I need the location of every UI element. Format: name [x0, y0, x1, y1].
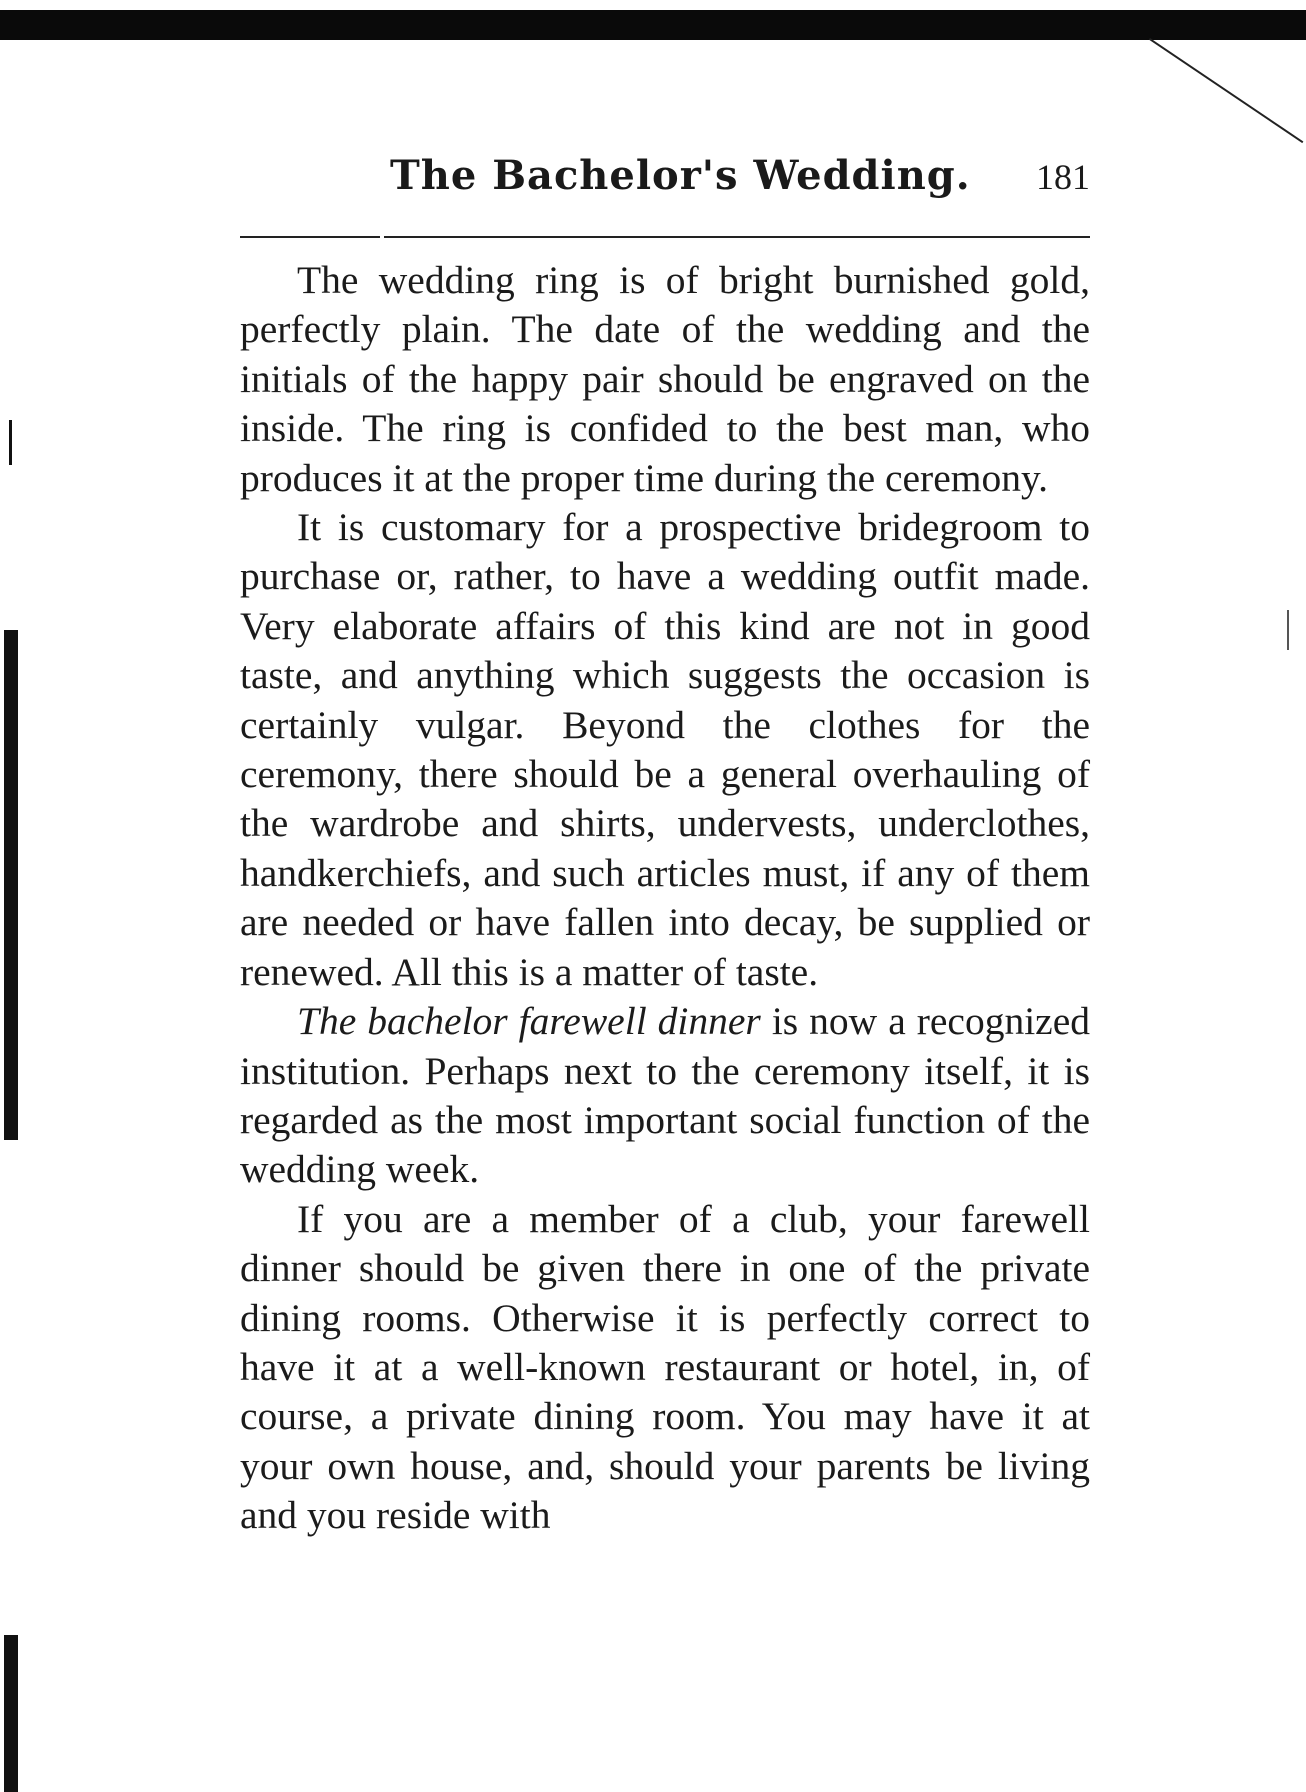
scan-top-edge — [0, 10, 1306, 40]
header-rule — [240, 236, 1090, 238]
paragraph-farewell-dinner-text: is now a recognized institution. Perhaps next to the ceremony itself, it is regarded as the most important social function of the wedding week. — [240, 999, 1090, 1192]
scan-left-edge-lower — [4, 1635, 18, 1792]
scan-left-edge-mark — [9, 420, 12, 465]
body-text — [240, 256, 1090, 1541]
paragraph-club: If you are a member of a club, your farewell dinner should be given there in one of the private dining rooms. Otherwise it is perfectly correct to have it at a well-known restaurant or hotel, in, of course, a private dining room. You may have it at your own house, and, should your parents be living and you reside with — [240, 1196, 1090, 1538]
scan-left-edge — [4, 630, 18, 1140]
scan-right-mark — [1287, 610, 1289, 650]
paragraph-farewell-dinner — [240, 997, 1090, 1195]
scan-corner-fold — [1149, 38, 1303, 143]
paragraph-italic-lead: The bachelor farewell dinner — [297, 999, 761, 1044]
page-number: 181 — [1036, 157, 1090, 197]
paragraph-outfit: It is customary for a prospective bridegroom to purchase or, rather, to have a wedding outfit made. Very elaborate affairs of this kind are not in good taste, and anything which suggests the occasion is certainly vulgar. Beyond the clothes for the ceremony, there should be a general overhauling of the wardrobe and shirts, undervests, underclothes, handkerchiefs, and such articles must, if any of them are needed or have fallen into decay, be supplied or renewed. All this is a matter of taste. — [240, 505, 1090, 994]
page-header — [240, 152, 1090, 212]
paragraph-ring: The wedding ring is of bright burnished gold, perfectly plain. The date of the wedding and the initials of the happy pair should be engraved on the inside. The ring is confided to the best man, who produces it at the proper time during the ceremony. — [240, 258, 1090, 500]
running-title: The Bachelor's Wedding. — [390, 152, 971, 199]
header-rule-gap — [380, 234, 384, 240]
